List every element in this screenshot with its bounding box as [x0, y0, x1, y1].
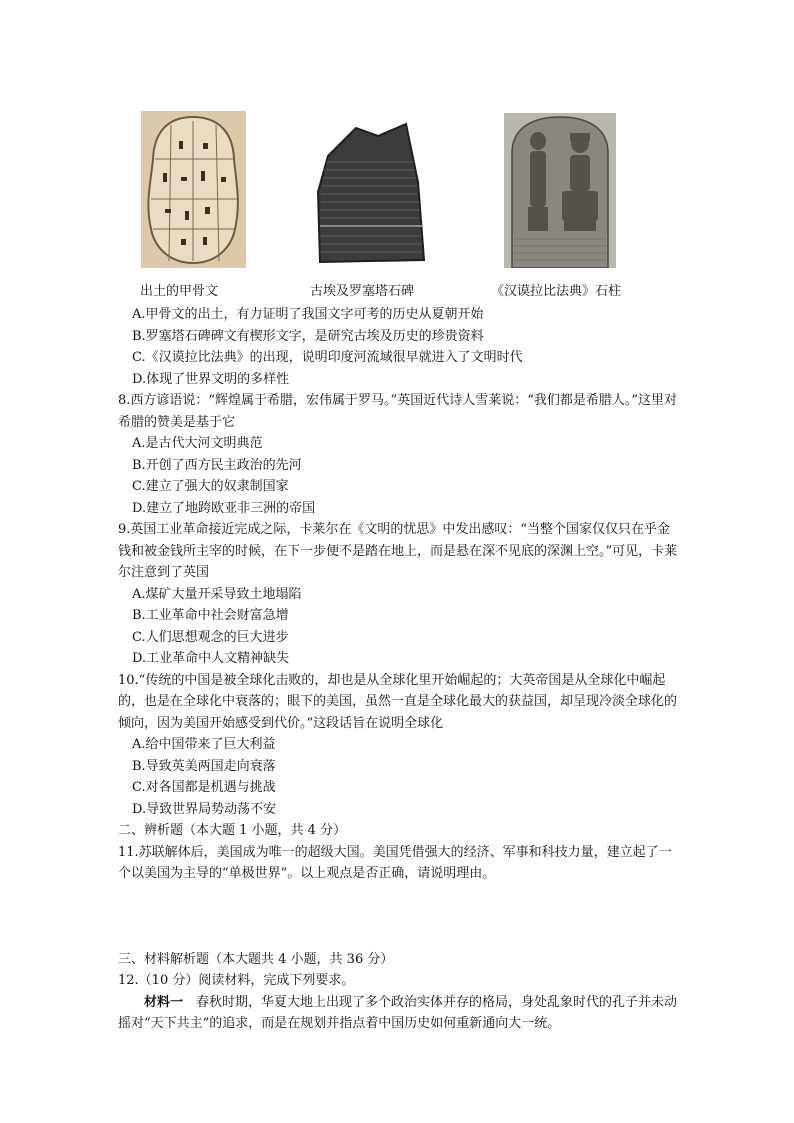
q10-stem: 10.“传统的中国是被全球化击败的，却也是从全球化里开始崛起的；大英帝国是从全球化中崛起的，也是在全球化中衰落的；眼下的美国，虽然一直是全球化最大的获益国，却呈现冷淡全球化的倾向，因为美国开始感受到代价。”这段话旨在说明全球化 — [118, 672, 678, 731]
q9-stem: 9.英国工业革命接近完成之际，卡莱尔在《文明的忧思》中发出感叹：“当整个国家仅仅只在乎金钱和被金钱所主宰的时候，在下一步便不是踏在地上，而是悬在深不见底的深渊上空。”可见，卡莱尔注意到了英国 — [118, 522, 678, 580]
q10-option-a: A.给中国带来了巨大利益 — [132, 737, 276, 752]
q9-option-d: D.工业革命中人文精神缺失 — [132, 651, 290, 666]
figure-caption-rosetta-stone: 古埃及罗塞塔石碑 — [310, 284, 415, 299]
figure-caption-hammurabi-stele: 《汉谟拉比法典》石柱 — [491, 284, 622, 299]
q11-stem: 11.苏联解体后，美国成为唯一的超级大国。美国凭借强大的经济、军事和科技力量，建立起了一个以美国为主导的“单极世界”。以上观点是否正确，请说明理由。 — [118, 844, 672, 881]
q9-option-b: B.工业革命中社会财富急增 — [132, 608, 289, 623]
answer-space — [118, 885, 678, 949]
q7-option-c: C.《汉谟拉比法典》的出现，说明印度河流域很早就进入了文明时代 — [132, 350, 523, 365]
q9-option-c: C.人们思想观念的巨大进步 — [132, 629, 289, 645]
q7-option-b: B.罗塞塔石碑碑文有楔形文字，是研究古埃及历史的珍贵资料 — [132, 328, 484, 344]
material-1-label: 材料一 — [144, 994, 184, 1010]
q8-option-c: C.建立了强大的奴隶制国家 — [132, 479, 289, 494]
q7-option-d: D.体现了世界文明的多样性 — [132, 371, 290, 387]
material-1-text: 春秋时期，华夏大地上出现了多个政治实体并存的格局，身处乱象时代的孔子并未动摇对“天下共主”的追求，而是在规划并指点着中国历史如何重新通向大一统。 — [118, 994, 678, 1031]
q12-head: 12.（10 分）阅读材料，完成下列要求。 — [118, 973, 355, 988]
figure-caption-oracle-bone: 出土的甲骨文 — [140, 284, 219, 299]
q10-option-c: C.对各国都是机遇与挑战 — [132, 780, 276, 795]
q10-option-d: D.导致世界局势动荡不安 — [132, 801, 277, 817]
q10-option-b: B.导致英美两国走向衰落 — [132, 758, 276, 774]
q8-option-a: A.是古代大河文明典范 — [132, 436, 263, 451]
q7-option-a: A.甲骨文的出土，有力证明了我国文字可考的历史从夏朝开始 — [132, 307, 484, 322]
material-1 — [118, 992, 678, 1035]
q8-stem: 8.西方谚语说：“辉煌属于希腊，宏伟属于罗马。”英国近代诗人雪莱说：“我们都是希腊人。”这里对希腊的赞美是基于它 — [118, 393, 677, 430]
q9-option-a: A.煤矿大量开采导致土地塌陷 — [132, 586, 302, 602]
oracle-bone-image — [141, 111, 246, 268]
exam-content — [118, 304, 678, 1035]
q8-option-d: D.建立了地跨欧亚非三洲的帝国 — [132, 500, 316, 516]
rosetta-stone-image — [316, 122, 426, 264]
section-2-title: 二、辨析题（本大题 1 小题，共 4 分） — [118, 823, 347, 838]
q8-option-b: B.开创了西方民主政治的先河 — [132, 457, 302, 473]
hammurabi-stele-image — [504, 113, 616, 268]
section-3-title: 三、材料解析题（本大题共 4 小题，共 36 分） — [118, 951, 394, 967]
